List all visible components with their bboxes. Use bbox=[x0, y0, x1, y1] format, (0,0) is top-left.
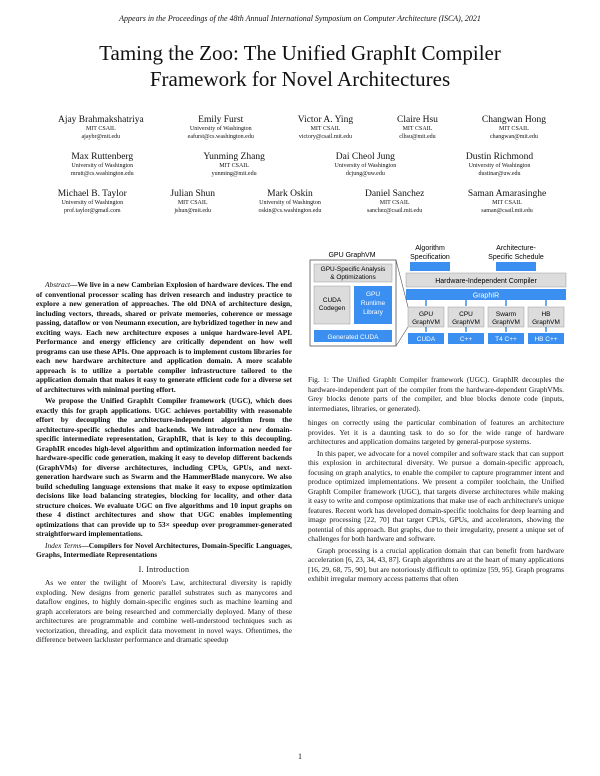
author-email: eafurst@cs.washington.edu bbox=[187, 133, 254, 140]
author-name: Saman Amarasinghe bbox=[467, 189, 547, 199]
author-affil: MIT CSAIL bbox=[492, 200, 522, 206]
author-affil: University of Washington bbox=[468, 163, 531, 169]
author-email: clhsu@mit.edu bbox=[399, 133, 436, 140]
sched-box bbox=[496, 262, 536, 271]
author-email: sanchez@csail.mit.edu bbox=[367, 207, 423, 214]
author-block bbox=[36, 114, 568, 225]
author bbox=[203, 151, 264, 178]
author-affil: MIT CSAIL bbox=[310, 126, 341, 132]
author bbox=[334, 151, 396, 178]
vm-swarm-l2: GraphVM bbox=[492, 319, 520, 326]
author-email: dcjung@uw.edu bbox=[345, 170, 385, 177]
out-cpp: C++ bbox=[459, 336, 473, 343]
author-affil: MIT CSAIL bbox=[219, 163, 249, 169]
vm-arrows bbox=[426, 327, 546, 332]
author-affil: MIT CSAIL bbox=[499, 126, 529, 132]
gpu-runtime-l3: Library bbox=[363, 309, 383, 316]
author-affil: MIT CSAIL bbox=[85, 126, 116, 132]
author-email: jshun@mit.edu bbox=[174, 207, 212, 214]
graphir-arrows bbox=[426, 300, 546, 306]
author-name: Dustin Richmond bbox=[465, 152, 534, 162]
author bbox=[58, 188, 127, 215]
section-heading-introduction: I. Introduction bbox=[138, 564, 190, 574]
author-affil: MIT CSAIL bbox=[402, 126, 433, 132]
author-email: dustinar@uw.edu bbox=[478, 170, 521, 177]
author-name: Michael B. Taylor bbox=[57, 189, 127, 199]
title-line-1: Taming the Zoo: The Unified GraphIt Compiler bbox=[99, 41, 501, 65]
gpu-analysis-l1: GPU-Specific Analysis bbox=[320, 266, 386, 273]
title-line-2: Framework for Novel Architectures bbox=[149, 67, 451, 91]
author-name: Max Ruttenberg bbox=[71, 152, 134, 162]
author bbox=[365, 188, 424, 215]
author-email: oskin@cs.washington.edu bbox=[258, 207, 322, 214]
author-affil: MIT CSAIL bbox=[177, 200, 208, 206]
vm-swarm-l1: Swarm bbox=[495, 311, 517, 318]
author bbox=[466, 151, 533, 178]
author bbox=[58, 114, 144, 141]
author-email: saman@csail.mit.edu bbox=[481, 207, 533, 214]
intro-paragraph-1: As we enter the twilight of Moore's Law, architectural diversity is rapidly exploding. New designs from generic parallel substrates such as manycores and dataflow engines, to highly domain-specific engines such as machine learning and graph accelerators are being researched and commercially deployed. Many of these architectures are programmable and combine well-understood techniques such as vectorization, threading, and explicit data movement in novel ways. Oftentimes, the difference between lackluster performance and dramatic speedup bbox=[36, 578, 292, 644]
author-email: yunming@mit.edu bbox=[211, 170, 257, 177]
cuda-codegen-l2: Codegen bbox=[318, 305, 346, 312]
right-column bbox=[308, 418, 564, 586]
out-cuda: CUDA bbox=[416, 336, 436, 343]
author-name: Changwan Hong bbox=[481, 115, 546, 125]
author bbox=[170, 188, 215, 215]
author bbox=[188, 114, 254, 141]
generated-cuda-label: Generated CUDA bbox=[327, 334, 379, 341]
paper-title bbox=[40, 40, 560, 92]
vm-hb-l2: GraphVM bbox=[532, 319, 560, 326]
author-email: changwan@mit.edu bbox=[489, 133, 538, 140]
author-name: Emily Furst bbox=[198, 115, 244, 125]
author-affil: University of Washington bbox=[71, 163, 134, 169]
abstract-lead: Abstract bbox=[45, 280, 71, 289]
vm-gpu-l2: GraphVM bbox=[412, 319, 440, 326]
figure-caption: Fig. 1: The Unified GraphIt Compiler framework (UGC). GraphIR decouples the hardware-independent part of the compiler from the hardware-dependent GraphVMs. Grey blocks denote parts of the compiler, and blue blocks denote code (inputs, intermediates, libraries, or generated). bbox=[308, 375, 564, 413]
vm-hb-l1: HB bbox=[541, 311, 551, 318]
author-row bbox=[36, 114, 568, 141]
author-affil: University of Washington bbox=[61, 200, 124, 206]
gpu-graphvm-title: GPU GraphVM bbox=[328, 252, 376, 259]
algo-label-2: Specification bbox=[410, 254, 450, 261]
author-email: victory@csail.mit.edu bbox=[298, 133, 353, 140]
vm-cpu-l2: GraphVM bbox=[452, 319, 480, 326]
algo-spec-box bbox=[410, 262, 450, 271]
out-hb: HB C++ bbox=[534, 336, 558, 343]
author bbox=[71, 151, 134, 178]
right-paragraph-1: hinges on correctly using the particular combination of features an architecture provides. Yet it is a daunting task to do so for the wide range of hardware architectures and application domains targeted by general-purpose systems. bbox=[308, 418, 564, 446]
gpu-runtime-l2: Runtime bbox=[360, 300, 386, 307]
author-name: Dai Cheol Jung bbox=[335, 152, 395, 162]
left-column bbox=[36, 280, 292, 647]
author bbox=[482, 114, 546, 141]
vm-gpu-l1: GPU bbox=[418, 311, 434, 318]
author-name: Victor A. Ying bbox=[297, 115, 354, 125]
cuda-codegen-l1: CUDA bbox=[322, 297, 342, 304]
author-email: ajaybr@mit.edu bbox=[81, 133, 121, 140]
running-header: Appears in the Proceedings of the 48th Annual International Symposium on Computer Architecture (ISCA), 2021 bbox=[119, 14, 481, 23]
author-row bbox=[36, 188, 568, 215]
author bbox=[468, 188, 546, 215]
sched-label-1: Architecture- bbox=[496, 245, 536, 252]
abstract-paragraph-2: We propose the Unified GraphIt Compiler framework (UGC), which does exactly this for graph applications. UGC achieves portability with reasonable effort by decoupling the architecture-independent algorithm from the architecture-specific schedules and backends. We introduce a new domain-specific intermediate representation, GraphIR, that is key to this decoupling. GraphIR encodes high-level algorithm and optimization information needed for hardware-specific code generation, making it easy to develop different backends (GraphVMs) for diverse architectures, including CPUs, GPUs, and next-generation hardware such as Swarm and the HammerBlade manycore. We also build scheduling language extensions that make it easy to expose optimization decisions like load balancing strategies, blocking for locality, and other data structure choices. We evaluate UGC on five algorithms and 10 input graphs on these 4 distinct architectures and show that UGC enables implementing optimizations that can provide up to 53× speedup over programmer-generated straightforward implementations. bbox=[36, 396, 292, 538]
author bbox=[298, 114, 353, 141]
author-name: Ajay Brahmakshatriya bbox=[57, 115, 144, 125]
author-email: mrutt@cs.washington.edu bbox=[70, 170, 134, 177]
right-paragraph-3: Graph processing is a crucial application domain that can benefit from hardware acceleration [6, 23, 34, 43, 87]. Graph algorithms are at the heart of many applications [16, 29, 68, 75, 90], but are notoriously difficult to optimize [59, 95]. Graph programs exhibit irregular memory access patterns that often bbox=[308, 545, 564, 583]
author-affil: University of Washington bbox=[189, 126, 252, 132]
author bbox=[397, 114, 438, 141]
author bbox=[259, 188, 322, 215]
figure-ugc-diagram bbox=[306, 240, 568, 372]
abstract-text: —We live in a new Cambrian Explosion of hardware devices. The end of conventional processor scaling has driven research and industry practice to explore a new generation of approaches. The old DNA of architecture design, including vectors, threads, shared or private memories, coherence or message passing, dataflow or von Neumann execution, are hybridized together in new and exciting ways. Each new architecture exposes a unique hardware-level API. Performance and energy efficiency are critically dependent on how well programs can use these APIs. One approach is to implement custom libraries for each new hardware architecture and application domain. A more scalable approach is to utilize a portable compiler infrastructure tailored to the application domain that makes it easy to generate efficient code for a diverse set of architectures with minimal porting effort. bbox=[36, 280, 292, 394]
index-terms bbox=[36, 541, 292, 560]
page-number: 1 bbox=[298, 752, 302, 761]
author-name: Yunming Zhang bbox=[203, 152, 265, 162]
hic-label: Hardware-Independent Compiler bbox=[435, 278, 537, 285]
sched-label-2: Specific Schedule bbox=[488, 254, 544, 261]
author-affil: University of Washington bbox=[259, 200, 321, 206]
gpu-runtime-l1: GPU bbox=[365, 291, 381, 298]
author-name: Mark Oskin bbox=[267, 189, 313, 199]
author-name: Daniel Sanchez bbox=[364, 189, 425, 199]
vm-cpu-l1: CPU bbox=[459, 311, 473, 318]
author-name: Claire Hsu bbox=[397, 115, 438, 125]
graphir-label: GraphIR bbox=[472, 292, 500, 300]
author-name: Julian Shun bbox=[170, 189, 215, 199]
author-row bbox=[36, 151, 568, 178]
author-email: prof.taylor@gmail.com bbox=[64, 207, 121, 214]
gpu-analysis-l2: & Optimizations bbox=[330, 274, 376, 281]
out-t4: T4 C++ bbox=[495, 336, 517, 343]
algo-label-1: Algorithm bbox=[415, 245, 445, 252]
author-affil: University of Washington bbox=[334, 163, 397, 169]
abstract bbox=[36, 280, 292, 394]
index-terms-lead: Index Terms bbox=[45, 540, 82, 550]
author-affil: MIT CSAIL bbox=[379, 200, 410, 206]
index-terms-text: —Compilers for Novel Architectures, Domain-Specific Languages, Graphs, Intermediate Representations bbox=[36, 540, 292, 559]
right-paragraph-2: In this paper, we advocate for a novel compiler and software stack that can support this explosion in architectural diversity. We pursue a domain-specific approach, focusing on graph analytics, to enable the compiler to capture programmer intent and produce optimized implementations. We present a compiler toolchain, the Unified GraphIt Compiler framework (UGC), that targets diverse architectures while making it easy to write and compose optimizations that make use of each architecture's unique features. Recent work has developed domain-specific toolchains for deep learning and image processing [22, 70] that target CPUs, GPUs, and accelerators, showing the potential of this approach. But graphs, due to their irregularity, present a unique set of challenges for both hardware and software. bbox=[308, 448, 564, 543]
